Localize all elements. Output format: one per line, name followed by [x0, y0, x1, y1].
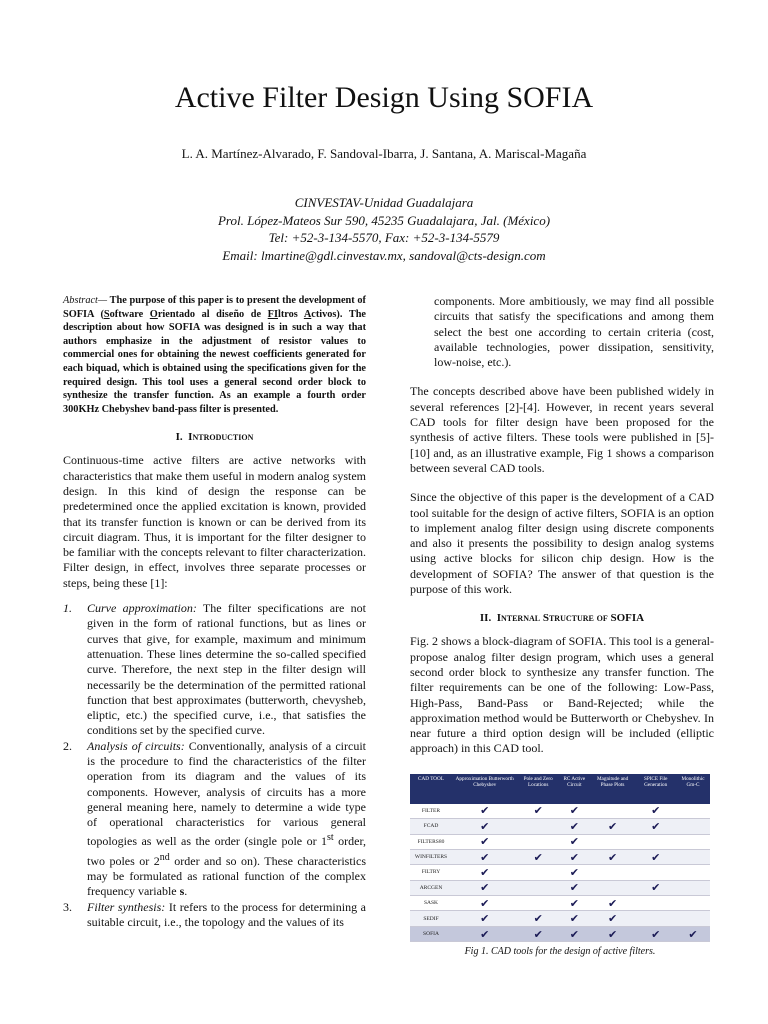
check-icon: ✔	[517, 849, 558, 864]
abstract-label: Abstract—	[63, 295, 108, 306]
tool-name-cell: ARCGEN	[410, 880, 452, 895]
check-icon: ✔	[635, 804, 676, 819]
column-header: SPICE File Generation	[635, 774, 676, 804]
check-icon: ✔	[559, 926, 590, 941]
check-icon: ✔	[452, 834, 517, 849]
table-body	[410, 804, 710, 942]
concepts-paragraph: The concepts described above have been published widely in several references [2]-[4]. However, in recent years several CAD tools for filter design have been proposed for the synthesis of active filters. These tools were published in [5]-[10] and, as an illustrative example, Fig 1 shows a comparison between several CAD tools.	[410, 384, 714, 475]
empty-cell	[676, 896, 710, 911]
table-row	[410, 819, 710, 834]
column-header: Approximation Butterworth Chebyshev	[452, 774, 517, 804]
check-icon: ✔	[559, 896, 590, 911]
table-header-row	[410, 774, 710, 804]
table-row	[410, 880, 710, 895]
empty-cell	[676, 880, 710, 895]
table-row	[410, 865, 710, 880]
list-item: 1. Curve approximation: The filter specifications are not given in the form of rational functions, but as lines or curves that give, for example, maximum and minimum attenuation. These lines determine the so-called specified curve. Therefore, the next step in the filter design will necessarily be the determination of the permitted rational function that best approximates (butterworth, chevysheb, eliptic, etc.) the specified curve, i.e., that satisfies the conditions set by the specified curve.	[63, 601, 367, 738]
check-icon: ✔	[559, 849, 590, 864]
tool-name-cell: SOFIA	[410, 926, 452, 941]
empty-cell	[676, 865, 710, 880]
check-icon: ✔	[517, 804, 558, 819]
section-heading-internal-structure: II. Internal Structure of SOFIA	[479, 612, 645, 625]
affiliation-institution: CINVESTAV-Unidad Guadalajara	[294, 195, 474, 210]
empty-cell	[590, 880, 636, 895]
tool-name-cell: SEDIF	[410, 911, 452, 926]
empty-cell	[517, 834, 558, 849]
empty-cell	[676, 804, 710, 819]
check-icon: ✔	[590, 896, 636, 911]
table-row	[410, 834, 710, 849]
check-icon: ✔	[635, 819, 676, 834]
column-header: Magnitude and Phase Plots	[590, 774, 636, 804]
check-icon: ✔	[559, 834, 590, 849]
check-icon: ✔	[452, 849, 517, 864]
check-icon: ✔	[559, 880, 590, 895]
tool-name-cell: FILTRY	[410, 865, 452, 880]
empty-cell	[590, 865, 636, 880]
affiliation-address: Prol. López-Mateos Sur 590, 45235 Guadalajara, Jal. (México)	[217, 212, 551, 228]
check-icon: ✔	[590, 911, 636, 926]
empty-cell	[676, 834, 710, 849]
empty-cell	[676, 911, 710, 926]
table-row	[410, 926, 710, 941]
empty-cell	[676, 849, 710, 864]
check-icon: ✔	[517, 911, 558, 926]
left-column	[63, 294, 366, 930]
check-icon: ✔	[635, 926, 676, 941]
section-heading-introduction: I. Introduction	[175, 431, 254, 444]
empty-cell	[517, 865, 558, 880]
check-icon: ✔	[590, 926, 636, 941]
tool-name-cell: FCAD	[410, 819, 452, 834]
empty-cell	[635, 911, 676, 926]
empty-cell	[517, 896, 558, 911]
affiliation-email: Email: lmartine@gdl.cinvestav.mx, sandoval@cts-design.com	[222, 247, 546, 263]
fig2-paragraph: Fig. 2 shows a block-diagram of SOFIA. This tool is a general-propose analog filter design program, which uses a general second order block to synthesize any transfer function. The filter requirements can be one of the following: Low-Pass, High-Pass, Band-Pass or Band-Rejected; while the approximation method would be Butterworth or Chebyshev. In near future a third option design will be included (elliptic approach) in this CAD tool.	[410, 634, 714, 756]
table-row	[410, 911, 710, 926]
table-row	[410, 849, 710, 864]
check-icon: ✔	[559, 819, 590, 834]
check-icon: ✔	[452, 865, 517, 880]
design-steps-list	[63, 601, 366, 930]
check-icon: ✔	[676, 926, 710, 941]
check-icon: ✔	[452, 911, 517, 926]
empty-cell	[590, 804, 636, 819]
author-list: L. A. Martínez-Alvarado, F. Sandoval-Ibarra, J. Santana, A. Mariscal-Magaña	[181, 146, 587, 161]
check-icon: ✔	[517, 926, 558, 941]
affiliation-block	[0, 194, 768, 264]
table-row	[410, 896, 710, 911]
check-icon: ✔	[590, 849, 636, 864]
step3-continuation: components. More ambitiously, we may find all possible circuits that satisfy the specifications and among them select the best one according to certain criteria (cost, available technologies, power dissipation, sensitivity, low-noise, etc.).	[434, 294, 714, 370]
column-header: RC Active Circuit	[559, 774, 590, 804]
check-icon: ✔	[452, 804, 517, 819]
empty-cell	[676, 819, 710, 834]
objective-paragraph: Since the objective of this paper is the development of a CAD tool suitable for the design of active filters, SOFIA is an option to implement analog filter design using discrete components and also it presents the possibility to design analog systems using active blocks for silicon chip design. How is the development of SOFIA? The answer of that question is the purpose of this work.	[410, 490, 714, 597]
check-icon: ✔	[452, 896, 517, 911]
check-icon: ✔	[452, 926, 517, 941]
empty-cell	[635, 834, 676, 849]
intro-paragraph: Continuous-time active filters are active networks with characteristics that make them useful in modern analog system design. In this kind of design the response can be predetermined once the applied excitation is known, provided that its transfer function is known or can be derived from its circuit diagram. Thus, it is important for the filter designer to be familiar with the concepts relevant to filter characterization. Filter design, in effect, involves three separate processes or steps, being these [1]:	[63, 453, 366, 590]
column-header: Pole and Zero Locations	[517, 774, 558, 804]
check-icon: ✔	[635, 849, 676, 864]
check-icon: ✔	[559, 911, 590, 926]
column-header: CAD TOOL	[410, 774, 452, 804]
figure-caption: Fig 1. CAD tools for the design of active filters.	[464, 946, 656, 958]
check-icon: ✔	[590, 819, 636, 834]
list-item: 2. Analysis of circuits: Conventionally, analysis of a circuit is the procedure to find the characteristics of the filter operation from its diagram and the values of its components. However, analysis of circuits has a more general meaning here, namely to determine a wide type of operational characteristics for various general topologies as well as the order (single pole or 1st order, two poles or 2nd order and so on). These characteristics may be formulated as rational function of the complex frequency variable s.	[63, 738, 367, 899]
empty-cell	[635, 865, 676, 880]
empty-cell	[517, 880, 558, 895]
affiliation-phone: Tel: +52-3-134-5570, Fax: +52-3-134-5579	[268, 230, 500, 245]
paper-title: Active Filter Design Using SOFIA	[174, 81, 594, 114]
column-header: Monolithic Gm-C	[676, 774, 710, 804]
check-icon: ✔	[452, 819, 517, 834]
table-row	[410, 804, 710, 819]
empty-cell	[635, 896, 676, 911]
tool-name-cell: WINFILTERS	[410, 849, 452, 864]
tool-name-cell: SASK	[410, 896, 452, 911]
empty-cell	[590, 834, 636, 849]
empty-cell	[517, 819, 558, 834]
check-icon: ✔	[559, 804, 590, 819]
cad-tools-table	[410, 774, 710, 943]
list-item: 3. Filter synthesis: It refers to the process for determining a suitable circuit, i.e., the topology and the values of its	[63, 899, 366, 929]
check-icon: ✔	[559, 865, 590, 880]
tool-name-cell: FILTER	[410, 804, 452, 819]
tool-name-cell: FILTERS80	[410, 834, 452, 849]
right-column	[410, 294, 714, 957]
check-icon: ✔	[635, 880, 676, 895]
abstract: Abstract— The purpose of this paper is to present the development of SOFIA (Software Orientado al diseño de FIltros Activos). The description about how SOFIA was designed is in such a way that authors emphasize in the adjustment of resistor values to commercial ones for obtaining the newest coefficients generated for each biquad, which is obtained using the specifications given for the required design. This tool uses a general second order block to synthesize the transfer function. As an example a fourth order 300KHz Chebyshev band-pass filter is presented.	[63, 295, 366, 415]
check-icon: ✔	[452, 880, 517, 895]
